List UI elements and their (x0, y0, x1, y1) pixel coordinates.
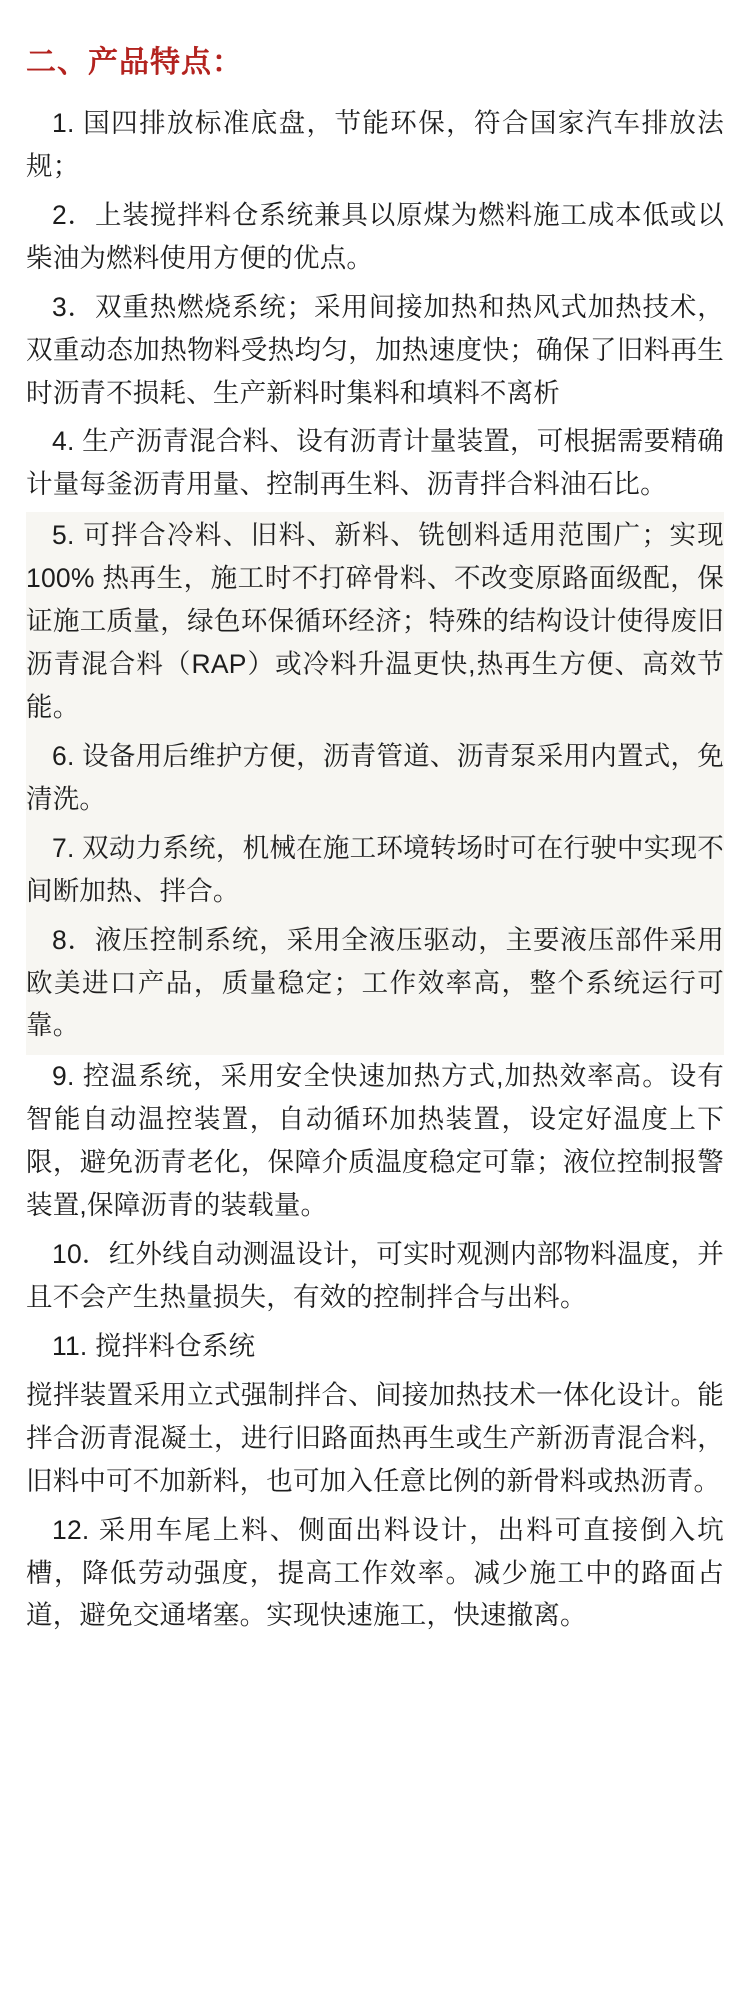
list-item: 10．红外线自动测温设计，可实时观测内部物料温度，并且不会产生热量损失，有效的控制拌合与出料。 (26, 1239, 724, 1312)
feature-list (26, 102, 724, 1637)
shaded-block (26, 512, 724, 1055)
list-item: 1. 国四排放标准底盘，节能环保，符合国家汽车排放法规； (26, 108, 724, 181)
page-title: 二、产品特点： (26, 46, 243, 79)
list-item: 7. 双动力系统，机械在施工环境转场时可在行驶中实现不间断加热、拌合。 (26, 832, 724, 906)
list-item: 5. 可拌合冷料、旧料、新料、铣刨料适用范围广；实现 100% 热再生，施工时不打碎骨料、不改变原路面级配，保证施工质量，绿色环保循环经济；特殊的结构设计使得废旧沥青混合料（RAP）或冷料升温更快,热再生方便、高效节能。 (26, 520, 724, 722)
list-item-heading: 11. 搅拌料仓系统 (52, 1330, 256, 1361)
list-item: 12. 采用车尾上料、侧面出料设计，出料可直接倒入坑槽，降低劳动强度，提高工作效率。减少施工中的路面占道，避免交通堵塞。实现快速施工，快速撤离。 (26, 1514, 724, 1631)
list-item-body: 搅拌装置采用立式强制拌合、间接加热技术一体化设计。能拌合沥青混凝土，进行旧路面热再生或生产新沥青混合料，旧料中可不加新料，也可加入任意比例的新骨料或热沥青。 (26, 1379, 724, 1496)
list-item: 9. 控温系统，采用安全快速加热方式,加热效率高。设有智能自动温控装置，自动循环加热装置，设定好温度上下限，避免沥青老化，保障介质温度稳定可靠；液位控制报警装置,保障沥青的装载量。 (26, 1061, 724, 1221)
list-item: 3．双重热燃烧系统；采用间接加热和热风式加热技术，双重动态加热物料受热均匀，加热速度快；确保了旧料再生时沥青不损耗、生产新料时集料和填料不离析 (26, 291, 724, 408)
list-item: 8．液压控制系统，采用全液压驱动，主要液压部件采用欧美进口产品，质量稳定；工作效率高，整个系统运行可靠。 (26, 924, 724, 1041)
list-item: 6. 设备用后维护方便，沥青管道、沥青泵采用内置式，免清洗。 (26, 740, 724, 814)
list-item: 2．上装搅拌料仓系统兼具以原煤为燃料施工成本低或以柴油为燃料使用方便的优点。 (26, 199, 724, 273)
list-item: 4. 生产沥青混合料、设有沥青计量装置，可根据需要精确计量每釜沥青用量、控制再生料、沥青拌合料油石比。 (26, 426, 724, 500)
